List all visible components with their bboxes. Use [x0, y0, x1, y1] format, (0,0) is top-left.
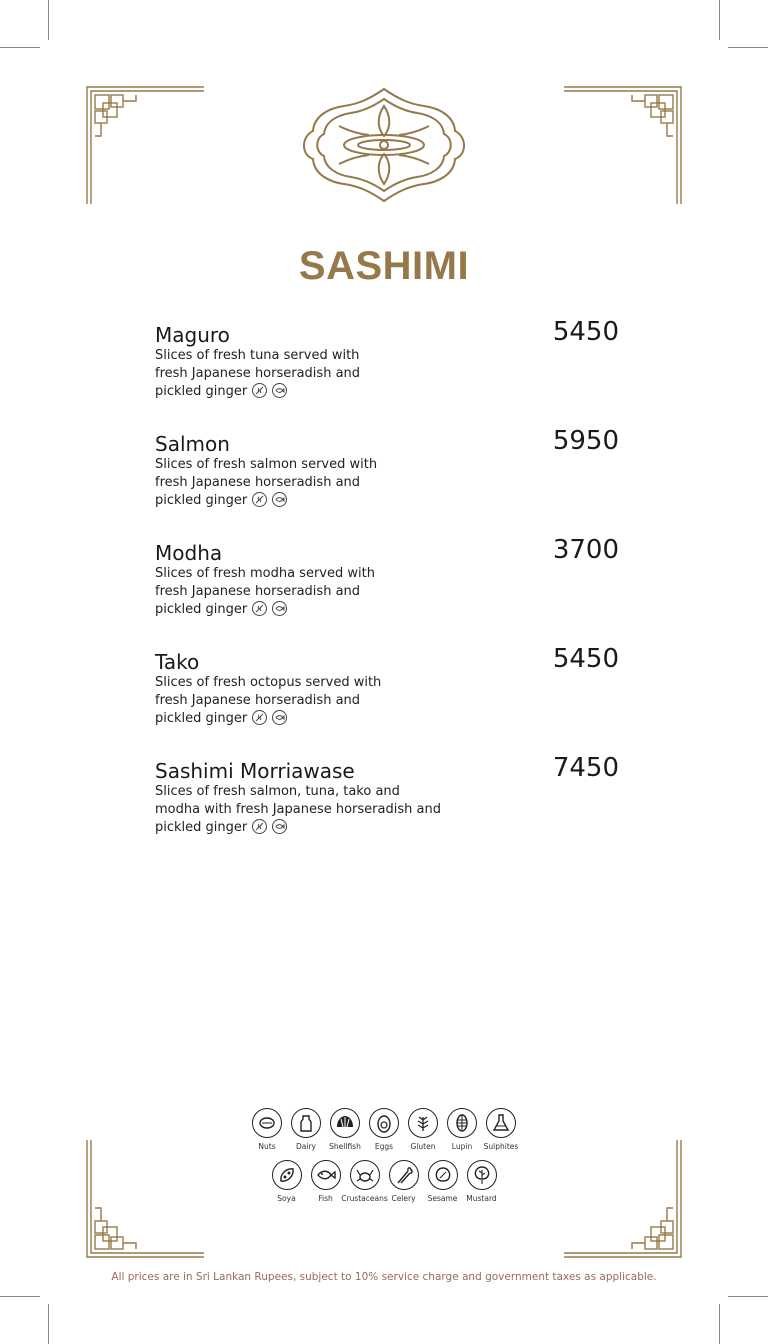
item-description — [155, 674, 445, 728]
item-description — [155, 347, 445, 401]
allergen-item — [290, 1108, 322, 1151]
allergen-label: Shellfish — [329, 1142, 361, 1151]
description-text: Slices of fresh octopus served with — [155, 675, 382, 690]
description-text: pickled ginger — [155, 820, 248, 835]
fish-icon — [272, 492, 287, 507]
shellfish-icon — [330, 1108, 360, 1138]
description-line — [155, 456, 445, 474]
allergen-item — [485, 1108, 517, 1151]
menu-item — [155, 317, 625, 401]
sesame-icon — [428, 1160, 458, 1190]
allergen-label: Eggs — [374, 1142, 394, 1151]
description-line — [155, 801, 455, 819]
description-text: Slices of fresh salmon served with — [155, 457, 378, 472]
allergen-label: Soya — [277, 1194, 296, 1203]
allergen-item — [310, 1160, 342, 1203]
ornament-emblem — [299, 86, 469, 204]
item-price: 5450 — [552, 644, 619, 674]
crop-mark — [0, 1296, 40, 1297]
fish-icon — [311, 1160, 341, 1190]
allergen-item — [271, 1160, 303, 1203]
item-price: 5950 — [552, 426, 619, 456]
eggs-icon — [369, 1108, 399, 1138]
description-text: pickled ginger — [155, 384, 248, 399]
allergen-item — [329, 1108, 361, 1151]
celery-icon — [389, 1160, 419, 1190]
allergen-legend — [0, 1108, 768, 1203]
item-name: Maguro — [155, 323, 230, 347]
description-line — [155, 347, 445, 365]
allergen-label: Sulphites — [483, 1142, 519, 1151]
menu-item — [155, 644, 625, 728]
item-name: Salmon — [155, 432, 230, 456]
description-line — [155, 474, 445, 492]
sulphites-icon — [486, 1108, 516, 1138]
allergen-row — [0, 1108, 768, 1151]
description-text: modha with fresh Japanese horseradish and — [155, 802, 441, 817]
description-line — [155, 783, 455, 801]
crop-mark — [719, 0, 720, 40]
item-name: Modha — [155, 541, 223, 565]
gluten-free-icon — [252, 601, 267, 616]
allergen-label: Lupin — [451, 1142, 473, 1151]
allergen-label: Sesame — [427, 1194, 458, 1203]
fish-icon — [272, 601, 287, 616]
description-text: fresh Japanese horseradish and — [155, 693, 361, 708]
item-price: 5450 — [552, 317, 619, 347]
mustard-icon — [467, 1160, 497, 1190]
description-text: fresh Japanese horseradish and — [155, 475, 361, 490]
crop-mark — [48, 0, 49, 40]
description-text: Slices of fresh tuna served with — [155, 348, 360, 363]
allergen-item — [466, 1160, 498, 1203]
description-text: Slices of fresh salmon, tuna, tako and — [155, 784, 400, 799]
allergen-label: Gluten — [410, 1142, 436, 1151]
crop-mark — [719, 1304, 720, 1344]
corner-ornament-top-left — [86, 86, 206, 206]
nuts-icon — [252, 1108, 282, 1138]
crop-mark — [728, 47, 768, 48]
description-text: pickled ginger — [155, 711, 248, 726]
crop-mark — [0, 47, 40, 48]
allergen-row — [0, 1160, 768, 1203]
allergen-item — [251, 1108, 283, 1151]
soya-icon — [272, 1160, 302, 1190]
lupin-icon — [447, 1108, 477, 1138]
description-line — [155, 692, 445, 710]
item-name: Sashimi Morriawase — [155, 759, 355, 783]
gluten-icon — [408, 1108, 438, 1138]
footer-note: All prices are in Sri Lankan Rupees, subject to 10% service charge and government taxes as applicable. — [111, 1271, 657, 1283]
description-line — [155, 383, 445, 401]
description-text: fresh Japanese horseradish and — [155, 584, 361, 599]
allergen-item — [427, 1160, 459, 1203]
menu-item — [155, 426, 625, 510]
allergen-label: Fish — [318, 1194, 333, 1203]
description-line — [155, 710, 445, 728]
gluten-free-icon — [252, 710, 267, 725]
menu-item — [155, 535, 625, 619]
crop-mark — [728, 1296, 768, 1297]
allergen-label: Dairy — [296, 1142, 316, 1151]
allergen-item — [407, 1108, 439, 1151]
gluten-free-icon — [252, 492, 267, 507]
description-line — [155, 365, 445, 383]
fish-icon — [272, 383, 287, 398]
allergen-label: Celery — [391, 1194, 416, 1203]
description-line — [155, 565, 445, 583]
item-price: 3700 — [552, 535, 619, 565]
allergen-label: Crustaceans — [341, 1194, 388, 1203]
page-title: SASHIMI — [298, 244, 470, 288]
allergen-label: Mustard — [466, 1194, 497, 1203]
dairy-icon — [291, 1108, 321, 1138]
description-line — [155, 583, 445, 601]
item-description — [155, 783, 455, 837]
menu-item — [155, 753, 625, 837]
allergen-item — [388, 1160, 420, 1203]
allergen-item — [368, 1108, 400, 1151]
description-text: fresh Japanese horseradish and — [155, 366, 361, 381]
description-text: pickled ginger — [155, 602, 248, 617]
description-line — [155, 674, 445, 692]
fish-icon — [272, 819, 287, 834]
allergen-item — [341, 1160, 388, 1203]
item-name: Tako — [155, 650, 200, 674]
gluten-free-icon — [252, 819, 267, 834]
crustaceans-icon — [350, 1160, 380, 1190]
description-text: Slices of fresh modha served with — [155, 566, 375, 581]
crop-mark — [48, 1304, 49, 1344]
corner-ornament-top-right — [562, 86, 682, 206]
item-description — [155, 456, 445, 510]
item-description — [155, 565, 445, 619]
allergen-item — [446, 1108, 478, 1151]
description-line — [155, 819, 455, 837]
description-line — [155, 601, 445, 619]
fish-icon — [272, 710, 287, 725]
description-line — [155, 492, 445, 510]
allergen-label: Nuts — [258, 1142, 276, 1151]
description-text: pickled ginger — [155, 493, 248, 508]
item-price: 7450 — [552, 753, 619, 783]
gluten-free-icon — [252, 383, 267, 398]
